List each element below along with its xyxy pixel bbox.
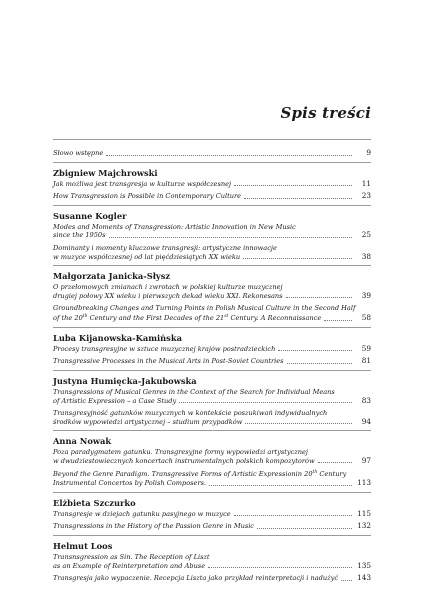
toc-section bbox=[53, 265, 371, 327]
entry-page-number: 58 bbox=[361, 313, 371, 323]
entry-title: Transgresje w dziejach gatunku pasyjnego w muzyce bbox=[53, 509, 231, 518]
entry-title: drugiej połowy XX wieku i pierwszych dekad wieku XXI. Rekonesans bbox=[53, 291, 283, 300]
entry-page-number: 97 bbox=[361, 455, 371, 465]
dot-leader bbox=[286, 297, 352, 298]
entry-page-number: 59 bbox=[361, 343, 371, 353]
entry-title: Słowo wstępne bbox=[53, 149, 104, 157]
dot-leader bbox=[106, 155, 352, 156]
entry-page-number: 9 bbox=[366, 148, 371, 157]
entry-title: Transgressions in the History of the Passion Genre in Music bbox=[53, 522, 255, 531]
entry-title: since the 1950s bbox=[53, 231, 106, 240]
toc-entry-line[interactable] bbox=[53, 409, 371, 418]
entry-title: środków wypowiedzi artystycznej – studium przypadków bbox=[53, 417, 243, 426]
toc-section bbox=[53, 535, 371, 587]
entry-page-number: 115 bbox=[357, 508, 371, 518]
entry-page-number: 23 bbox=[361, 191, 371, 201]
toc-page bbox=[53, 0, 371, 607]
entry-title: of the 20th Century and the First Decades of the 21st Century. A Reconnaissance bbox=[53, 313, 322, 323]
section-author: Elżbieta Szczurko bbox=[53, 497, 136, 508]
entry-title: Poza paradygmatem gatunku. Transgresyjne formy wypowiedzi artystycznej bbox=[53, 448, 308, 457]
entry-page-number: 83 bbox=[361, 395, 371, 405]
section-author: Anna Nowak bbox=[53, 436, 112, 447]
toc-section bbox=[53, 430, 371, 492]
toc-entry-line[interactable] bbox=[53, 231, 371, 240]
section-author: Zbigniew Majchrowski bbox=[53, 167, 158, 178]
toc-entry-line[interactable] bbox=[53, 292, 371, 301]
table-of-contents bbox=[53, 139, 371, 587]
entry-title: Transgressions of Musical Genres in the Context of the Search for Individual Means bbox=[53, 387, 335, 396]
toc-entry-line[interactable] bbox=[53, 244, 371, 253]
toc-entry-line[interactable] bbox=[53, 562, 371, 571]
entry-title: of Artistic Expression – a Case Study bbox=[53, 396, 177, 405]
entry-title: Procesy transgresyjne w sztuce muzycznej krajów postradzieckich bbox=[53, 344, 276, 353]
section-author: Susanne Kogler bbox=[53, 210, 127, 221]
toc-entry-line[interactable] bbox=[53, 522, 371, 531]
section-author: Luba Kijanowska-Kamińska bbox=[53, 332, 182, 343]
entry-page-number: 39 bbox=[361, 290, 371, 300]
entry-title: as an Example of Reinterpretation and Abuse bbox=[53, 561, 206, 570]
toc-entry-line[interactable] bbox=[53, 479, 371, 488]
entry-page-number: 143 bbox=[357, 573, 371, 583]
toc-entry-line[interactable] bbox=[53, 397, 371, 406]
dot-leader bbox=[257, 528, 352, 529]
dot-leader bbox=[209, 485, 352, 486]
entry-title: Modes and Moments of Transgression: Artistic Innovation in New Music bbox=[53, 222, 296, 231]
toc-section bbox=[53, 370, 371, 430]
toc-entry-line[interactable] bbox=[53, 553, 371, 562]
toc-entry-line[interactable] bbox=[53, 345, 371, 354]
toc-entry-line[interactable] bbox=[53, 283, 371, 292]
entry-page-number: 11 bbox=[361, 178, 371, 188]
entry-page-number: 81 bbox=[361, 356, 371, 366]
dot-leader bbox=[341, 580, 352, 581]
toc-section bbox=[53, 205, 371, 265]
entry-title: Transgresyjność gatunków muzycznych w kontekście poszukiwań indywidualnych bbox=[53, 409, 328, 418]
dot-leader bbox=[243, 258, 352, 259]
section-author: Małgorzata Janicka-Słysz bbox=[53, 271, 171, 282]
dot-leader bbox=[287, 363, 352, 364]
entry-title: w muzyce współczesnej od lat pięćdziesiątych XX wieku bbox=[53, 252, 241, 261]
entry-title: Jak możliwa jest transgresja w kulturze współczesnej bbox=[53, 179, 232, 188]
entry-title: Transnsgression as Sin. The Reception of Liszt bbox=[53, 553, 210, 562]
entry-title: O przełomowych zmianach i zwrotach w polskiej kulturze muzycznej bbox=[53, 283, 283, 292]
entry-title: Transgressive Processes in the Musical Arts in Post-Soviet Countries bbox=[53, 357, 284, 366]
dot-leader bbox=[208, 567, 352, 568]
entry-title: Transgresja jako wypaczenie. Recepcja Liszta jako przykład reinterpretacji i nadużyć bbox=[53, 574, 339, 583]
toc-entry-line[interactable] bbox=[53, 457, 371, 466]
toc-entry-line[interactable] bbox=[53, 253, 371, 262]
page-title: Spis treści bbox=[280, 104, 371, 122]
entry-page-number: 113 bbox=[357, 478, 371, 488]
toc-entry-line[interactable] bbox=[53, 192, 371, 201]
toc-entry-line[interactable] bbox=[53, 388, 371, 397]
toc-entry-line[interactable] bbox=[53, 223, 371, 232]
toc-section bbox=[53, 327, 371, 370]
toc-entry-line[interactable] bbox=[53, 448, 371, 457]
entry-page-number: 38 bbox=[361, 251, 371, 261]
toc-entry-line[interactable] bbox=[53, 510, 371, 519]
entry-title: Groundbreaking Changes and Turning Points in Polish Musical Culture in the Second Half bbox=[53, 304, 356, 313]
dot-leader bbox=[109, 237, 353, 238]
dot-leader bbox=[234, 185, 352, 186]
dot-leader bbox=[324, 320, 352, 321]
toc-section bbox=[53, 492, 371, 535]
dot-leader bbox=[318, 462, 352, 463]
toc-section bbox=[53, 162, 371, 205]
entry-title: Dominanty i momenty kluczowe transgresji: artystyczne innowacje bbox=[53, 243, 277, 252]
toc-entry-line[interactable] bbox=[53, 574, 371, 583]
dot-leader bbox=[179, 402, 352, 403]
entry-title: Beyond the Genre Paradigm. Transgressive Forms of Artistic Expressionin 20th Century bbox=[53, 470, 347, 479]
toc-entry-line[interactable] bbox=[53, 180, 371, 189]
dot-leader bbox=[278, 350, 352, 351]
toc-entry-line[interactable] bbox=[53, 418, 371, 427]
toc-entry-line[interactable] bbox=[53, 469, 371, 479]
section-author: Justyna Humięcka-Jakubowska bbox=[53, 375, 197, 386]
dot-leader bbox=[244, 198, 352, 199]
entry-title: Instrumental Concertos by Polish Composers. bbox=[53, 479, 207, 488]
toc-entry-line[interactable] bbox=[53, 313, 371, 323]
entry-page-number: 25 bbox=[361, 230, 371, 240]
entry-title: w dwudziestowiecznych koncertach instrumentalnych polskich kompozytorów bbox=[53, 456, 315, 465]
entry-page-number: 135 bbox=[357, 560, 371, 570]
section-author: Helmut Loos bbox=[53, 541, 113, 552]
entry-title: How Transgression is Possible in Contemporary Culture bbox=[53, 192, 242, 201]
toc-entry-line[interactable] bbox=[53, 357, 371, 366]
toc-entry-intro[interactable] bbox=[53, 149, 371, 158]
entry-page-number: 94 bbox=[361, 416, 371, 426]
toc-intro bbox=[53, 139, 371, 162]
entry-page-number: 132 bbox=[357, 521, 371, 531]
dot-leader bbox=[245, 423, 352, 424]
toc-entry-line[interactable] bbox=[53, 304, 371, 313]
dot-leader bbox=[234, 515, 352, 516]
